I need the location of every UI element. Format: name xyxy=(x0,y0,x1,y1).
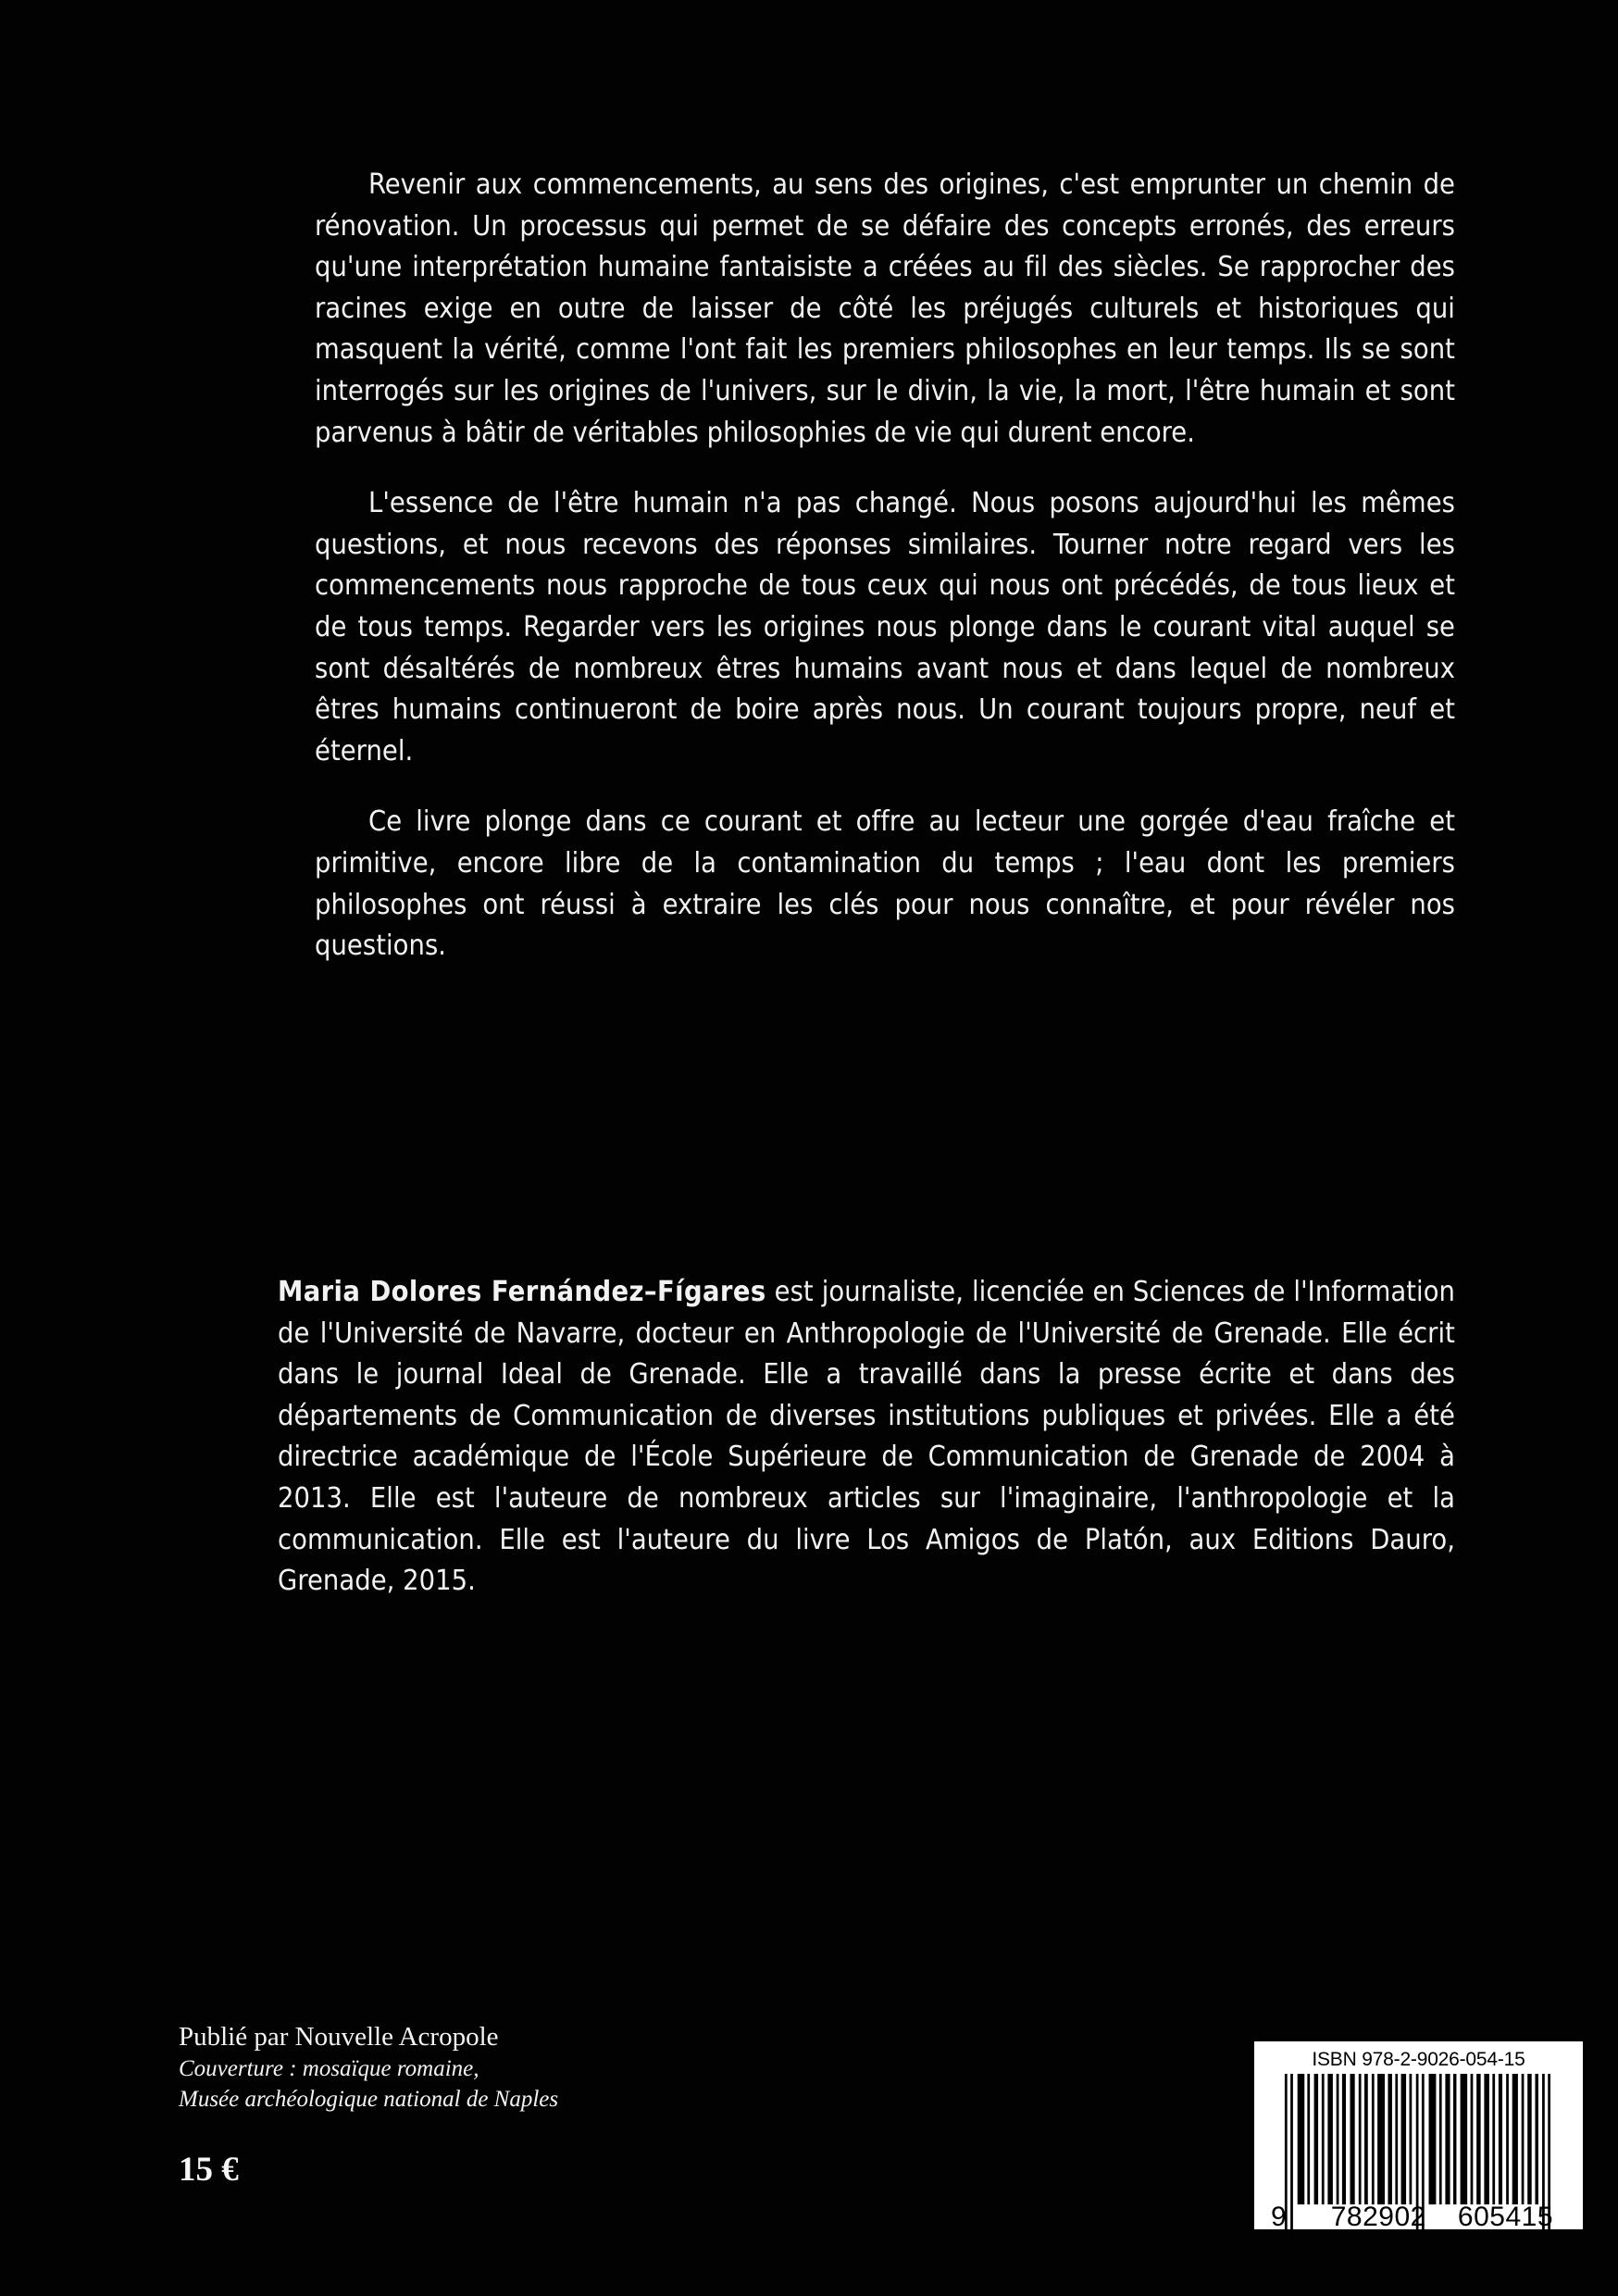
author-bio-text: est journaliste, licenciée en Sciences de l'Information de l'Université de Navarre, docteur en Anthropologie de l'Université de Grenade. Elle écrit dans le journal Ideal de Grenade. Elle a travaillé dans la presse écrite et dans des départements de Communication de diverses institutions publiques et privées. Elle a été directrice académique de l'École Supérieure de Communication de Grenade de 2004 à 2013. Elle est l'auteure de nombreux articles sur l'imaginaire, l'anthropologie et la communication. Elle est l'auteure du livre Los Amigos de Platón, aux Editions Dauro, Grenade, 2015. xyxy=(278,1276,1455,1598)
isbn-label: ISBN 978-2-9026-054-15 xyxy=(1312,2049,1525,2070)
blurb-paragraph-1: Revenir aux commencements, au sens des origines, c'est emprunter un chemin de rénovation. Un processus qui permet de se défaire des concepts erronés, des erreurs qu'une interprétation humaine fantaisiste a créées au fil des siècles. Se rapprocher des racines exige en outre de laisser de côté les préjugés culturels et historiques qui masquent la vérité, comme l'ont fait les premiers philosophes en leur temps. Ils se sont interrogés sur les origines de l'univers, sur le divin, la vie, la mort, l'être humain et sont parvenus à bâtir de véritables philosophies de vie qui durent encore. xyxy=(315,168,1455,449)
imprint-block xyxy=(179,2020,882,2115)
isbn-barcode xyxy=(1254,2041,1583,2233)
barcode-digit-group-left: 9 xyxy=(1271,2202,1287,2233)
cover-credit-line-1: Couverture : mosaïque romaine, xyxy=(179,2056,479,2081)
blurb-paragraph-2: L'essence de l'être humain n'a pas changé. Nous posons aujourd'hui les mêmes questions, et nous recevons des réponses similaires. Tourner notre regard vers les commencements nous rapproche de tous ceux qui nous ont précédés, de tous lieux et de tous temps. Regarder vers les origines nous plonge dans le courant vital auquel se sont désaltérés de nombreux êtres humains avant nous et dans lequel de nombreux êtres humains continueront de boire après nous. Un courant toujours propre, neuf et éternel. xyxy=(315,487,1455,767)
barcode-digit-group-middle: 782902 xyxy=(1330,2202,1426,2233)
barcode-bars-svg xyxy=(1267,2074,1570,2233)
blurb-text-block xyxy=(315,165,1455,967)
barcode-bars xyxy=(1267,2074,1570,2233)
author-name: Maria Dolores Fernández–Fígares xyxy=(278,1276,766,1308)
author-bio-block xyxy=(278,1272,1455,1603)
barcode-digit-group-right: 605415 xyxy=(1457,2202,1553,2233)
publisher-line: Publié par Nouvelle Acropole xyxy=(179,2022,499,2052)
author-bio-paragraph xyxy=(278,1272,1455,1603)
price-label: 15 € xyxy=(179,2151,239,2189)
cover-credit-line-2: Musée archéologique national de Naples xyxy=(179,2087,559,2112)
blurb-paragraph-3: Ce livre plonge dans ce courant et offre au lecteur une gorgée d'eau fraîche et primitive, encore libre de la contamination du temps ; l'eau dont les premiers philosophes ont réussi à extraire les clés pour nous connaître, et pour révéler nos questions. xyxy=(315,805,1455,963)
